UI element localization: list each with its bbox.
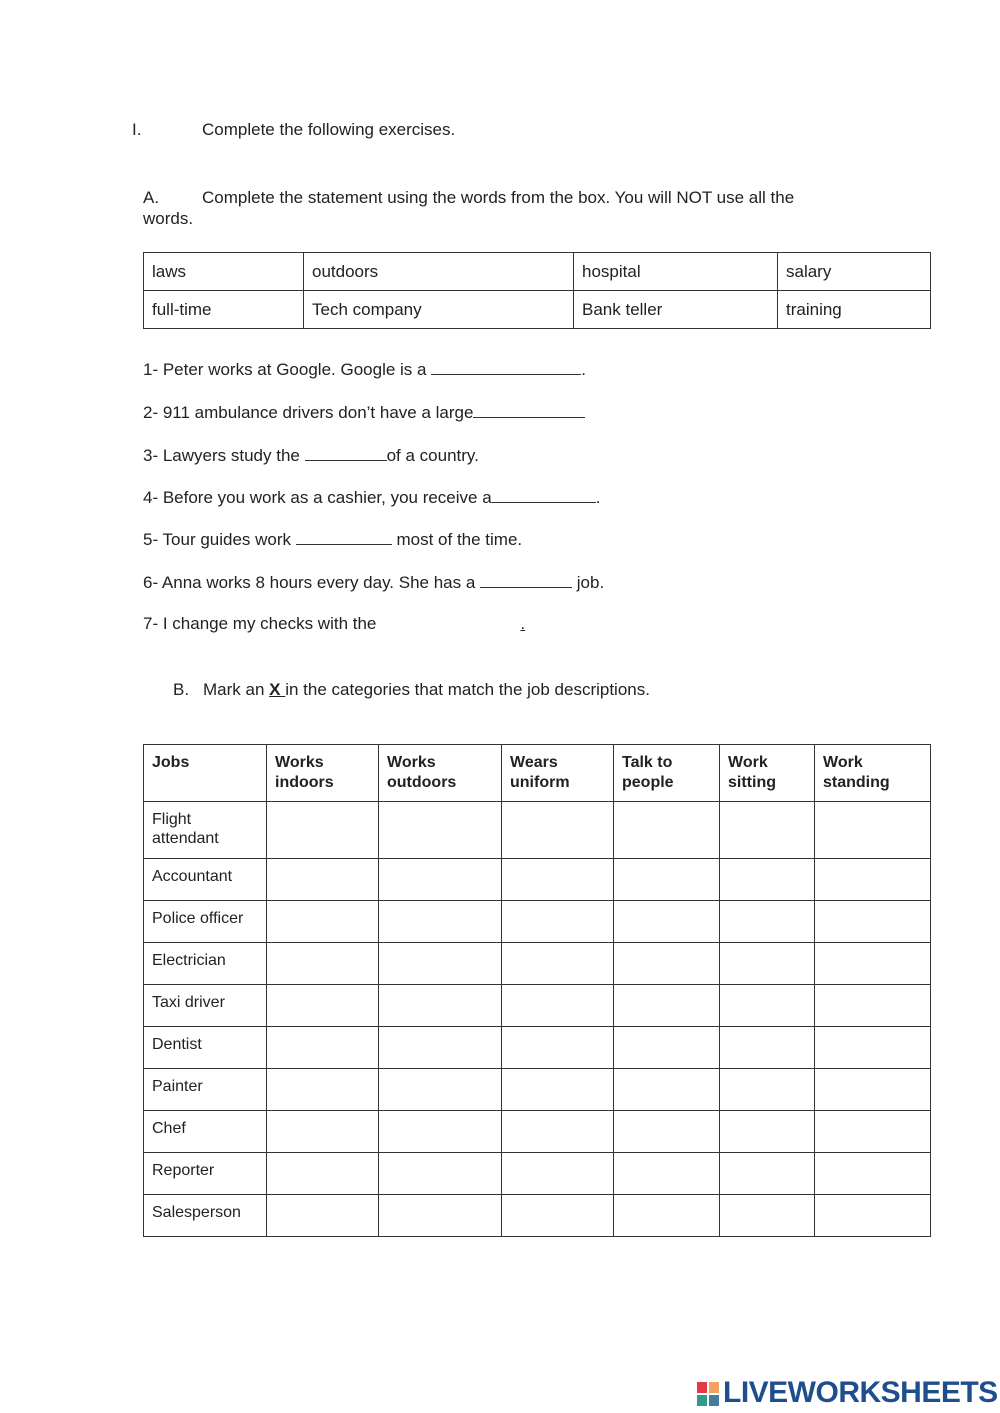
part-a-instruction: Complete the statement using the words from the box. You will NOT use all the — [202, 188, 795, 207]
mark-cell[interactable] — [614, 1195, 720, 1237]
sentence-text: of a country. — [386, 446, 479, 465]
mark-cell[interactable] — [502, 802, 614, 859]
sentence-text: most of the time. — [391, 530, 523, 549]
mark-cell[interactable] — [379, 802, 502, 859]
column-header-line: Wears — [510, 754, 558, 771]
job-name-cell — [144, 901, 267, 943]
column-header-line: Works — [275, 754, 324, 771]
sentence-text: 2- 911 ambulance drivers don’t have a large — [143, 403, 474, 422]
mark-cell[interactable] — [267, 1153, 379, 1195]
mark-cell[interactable] — [267, 1195, 379, 1237]
column-header-line: people — [622, 774, 674, 791]
word-box-row — [144, 291, 931, 329]
job-name-cell — [144, 1111, 267, 1153]
x-mark-label: X — [269, 680, 286, 699]
sentence-7 — [143, 612, 525, 634]
column-header-line: Work — [823, 754, 863, 771]
word-box-cell: full-time — [144, 291, 304, 329]
job-name-line: Electrician — [152, 952, 226, 969]
word-box-cell: Bank teller — [574, 291, 778, 329]
mark-cell[interactable] — [614, 859, 720, 901]
mark-cell[interactable] — [815, 802, 931, 859]
logo-icon — [697, 1382, 719, 1406]
mark-cell[interactable] — [720, 1069, 815, 1111]
column-header — [815, 745, 931, 802]
mark-cell[interactable] — [267, 859, 379, 901]
liveworksheets-logo — [697, 1376, 997, 1410]
job-name-line: Accountant — [152, 868, 233, 885]
job-name-line: Dentist — [152, 1036, 202, 1053]
job-name-cell — [144, 859, 267, 901]
mark-cell[interactable] — [815, 985, 931, 1027]
column-header — [379, 745, 502, 802]
table-row — [144, 1069, 931, 1111]
word-box-cell: laws — [144, 253, 304, 291]
job-name-cell — [144, 943, 267, 985]
mark-cell[interactable] — [614, 901, 720, 943]
mark-cell[interactable] — [614, 1111, 720, 1153]
mark-cell[interactable] — [815, 859, 931, 901]
job-name-cell — [144, 1069, 267, 1111]
column-header — [720, 745, 815, 802]
sentence-text: 1- Peter works at Google. Google is a — [143, 360, 432, 379]
mark-cell[interactable] — [720, 901, 815, 943]
sentence-text: . — [581, 360, 586, 379]
column-header-line: Jobs — [152, 754, 190, 771]
sentence-text: 3- Lawyers study the — [143, 446, 305, 465]
mark-cell[interactable] — [502, 1153, 614, 1195]
table-row — [144, 1111, 931, 1153]
mark-cell[interactable] — [815, 1069, 931, 1111]
column-header — [267, 745, 379, 802]
column-header — [614, 745, 720, 802]
sentence-5 — [143, 527, 522, 550]
mark-cell[interactable] — [502, 1069, 614, 1111]
word-box-cell: Tech company — [304, 291, 574, 329]
job-name-cell — [144, 802, 267, 859]
column-header-line: Work — [728, 754, 768, 771]
mark-cell[interactable] — [379, 985, 502, 1027]
mark-cell[interactable] — [267, 1027, 379, 1069]
sentence-text: 7- I change my checks with the — [143, 614, 377, 633]
table-row — [144, 859, 931, 901]
logo-square — [709, 1382, 719, 1393]
mark-cell[interactable] — [815, 901, 931, 943]
table-body — [144, 802, 931, 1237]
sentence-text: 6- Anna works 8 hours every day. She has a — [143, 573, 481, 592]
answer-blank-4[interactable] — [492, 485, 596, 503]
mark-cell[interactable] — [815, 1111, 931, 1153]
table-row — [144, 943, 931, 985]
mark-cell[interactable] — [720, 1195, 815, 1237]
part-a-letter: A. — [143, 188, 160, 207]
sentence-text: . — [595, 488, 601, 507]
mark-cell[interactable] — [720, 802, 815, 859]
mark-cell[interactable] — [815, 943, 931, 985]
table-row — [144, 802, 931, 859]
job-name-line: attendant — [152, 830, 219, 847]
sentence-3 — [143, 443, 479, 466]
job-name-line: Painter — [152, 1078, 203, 1095]
column-header — [144, 745, 267, 802]
mark-cell[interactable] — [267, 943, 379, 985]
mark-cell[interactable] — [815, 1027, 931, 1069]
job-name-line: Taxi driver — [152, 994, 225, 1011]
mark-cell[interactable] — [379, 943, 502, 985]
table-row — [144, 1027, 931, 1069]
table-row — [144, 1195, 931, 1237]
column-header-line: uniform — [510, 774, 570, 791]
job-name-line: Chef — [152, 1120, 186, 1137]
part-b-letter: B. — [173, 680, 190, 699]
mark-cell[interactable] — [379, 901, 502, 943]
column-header-line: Works — [387, 754, 436, 771]
job-name-line: Police officer — [152, 910, 244, 927]
mark-cell[interactable] — [720, 1153, 815, 1195]
answer-blank-6[interactable] — [480, 570, 572, 588]
word-box-cell: salary — [778, 253, 931, 291]
mark-cell[interactable] — [502, 1027, 614, 1069]
mark-cell[interactable] — [502, 859, 614, 901]
mark-cell[interactable] — [502, 1195, 614, 1237]
mark-cell[interactable] — [614, 1027, 720, 1069]
logo-square — [697, 1395, 707, 1406]
mark-cell[interactable] — [267, 1111, 379, 1153]
mark-cell[interactable] — [379, 1153, 502, 1195]
mark-cell[interactable] — [614, 802, 720, 859]
mark-cell[interactable] — [720, 985, 815, 1027]
column-header-line: Talk to — [622, 754, 673, 771]
job-name-line: Reporter — [152, 1162, 215, 1179]
mark-cell[interactable] — [267, 985, 379, 1027]
answer-blank-1[interactable] — [431, 357, 581, 375]
sentence-text: 4- Before you work as a cashier, you receive a — [143, 488, 492, 507]
mark-cell[interactable] — [502, 1111, 614, 1153]
sentence-text: . — [520, 614, 526, 633]
word-box-row — [144, 253, 931, 291]
job-name-line: Salesperson — [152, 1204, 241, 1221]
column-header-line: indoors — [275, 774, 334, 791]
mark-cell[interactable] — [720, 1111, 815, 1153]
mark-cell[interactable] — [379, 1195, 502, 1237]
sentence-1 — [143, 357, 586, 380]
sentence-4 — [143, 485, 600, 508]
answer-blank-2[interactable] — [473, 400, 585, 418]
sentence-text: 5- Tour guides work — [143, 530, 296, 549]
mark-cell[interactable] — [379, 1069, 502, 1111]
column-header-line: outdoors — [387, 774, 457, 791]
job-name-line: Flight — [152, 811, 192, 828]
table-row — [144, 985, 931, 1027]
word-box-cell: outdoors — [304, 253, 574, 291]
sentence-6 — [143, 570, 604, 593]
mark-cell[interactable] — [614, 1069, 720, 1111]
mark-cell[interactable] — [614, 985, 720, 1027]
mark-cell[interactable] — [614, 943, 720, 985]
instruction-text: in the categories that match the job descriptions. — [285, 680, 650, 699]
word-box — [143, 252, 931, 329]
answer-blank-5[interactable] — [296, 527, 392, 545]
section-title: Complete the following exercises. — [202, 120, 456, 139]
instruction-text: Mark an — [203, 680, 270, 699]
part-a-instruction-cont: words. — [143, 209, 194, 228]
word-box-cell: hospital — [574, 253, 778, 291]
sentence-text: job. — [572, 573, 605, 592]
column-header-line: standing — [823, 774, 890, 791]
table-row — [144, 901, 931, 943]
mark-cell[interactable] — [267, 802, 379, 859]
table-row — [144, 1153, 931, 1195]
logo-square — [709, 1395, 719, 1406]
logo-text: LIVEWORKSHEETS — [723, 1376, 998, 1409]
column-header-line: sitting — [728, 774, 776, 791]
job-name-cell — [144, 1195, 267, 1237]
mark-cell[interactable] — [379, 1027, 502, 1069]
mark-cell[interactable] — [379, 859, 502, 901]
mark-cell[interactable] — [815, 1195, 931, 1237]
section-number: I. — [132, 120, 142, 139]
mark-cell[interactable] — [379, 1111, 502, 1153]
part-b-instruction — [203, 680, 650, 700]
job-name-cell — [144, 1153, 267, 1195]
mark-cell[interactable] — [502, 901, 614, 943]
mark-cell[interactable] — [720, 943, 815, 985]
word-box-cell: training — [778, 291, 931, 329]
column-header — [502, 745, 614, 802]
answer-blank-7[interactable] — [376, 612, 520, 629]
mark-cell[interactable] — [502, 943, 614, 985]
mark-cell[interactable] — [267, 1069, 379, 1111]
jobs-table — [143, 744, 931, 1237]
sentence-2 — [143, 400, 585, 423]
mark-cell[interactable] — [720, 1027, 815, 1069]
logo-square — [697, 1382, 707, 1393]
mark-cell[interactable] — [502, 985, 614, 1027]
answer-blank-3[interactable] — [305, 443, 387, 461]
mark-cell[interactable] — [614, 1153, 720, 1195]
mark-cell[interactable] — [815, 1153, 931, 1195]
mark-cell[interactable] — [267, 901, 379, 943]
job-name-cell — [144, 985, 267, 1027]
table-header-row — [144, 745, 931, 802]
mark-cell[interactable] — [720, 859, 815, 901]
job-name-cell — [144, 1027, 267, 1069]
